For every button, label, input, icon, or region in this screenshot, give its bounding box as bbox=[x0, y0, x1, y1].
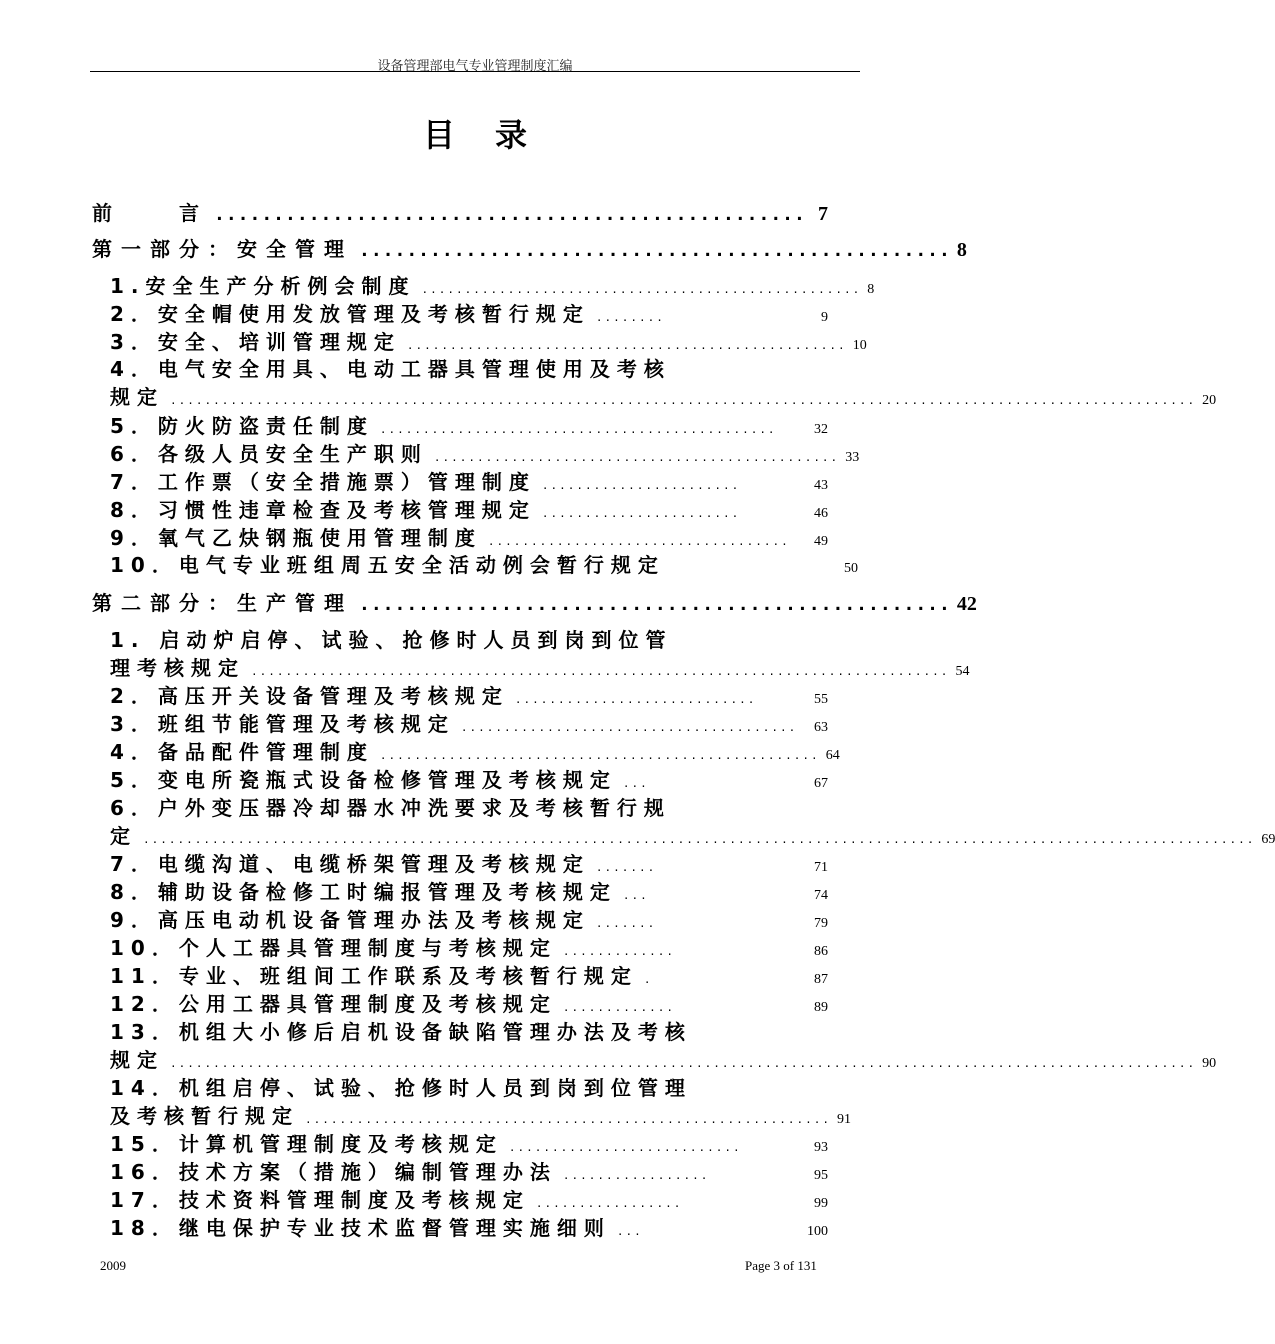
toc-entry-page: 7 bbox=[818, 203, 828, 225]
footer-year: 2009 bbox=[100, 1258, 126, 1273]
toc-entry-page: 63 bbox=[814, 720, 828, 735]
toc-entry-leader: ....................................................................................................................... bbox=[170, 394, 1197, 407]
toc-entry-row bbox=[110, 298, 828, 327]
toc-entry-row bbox=[110, 1184, 828, 1213]
toc-entry-row bbox=[110, 848, 828, 877]
toc-entry-row bbox=[110, 988, 828, 1017]
toc-entry-page: 79 bbox=[814, 916, 828, 931]
toc-entry-label: 2．高压开关设备管理及考核规定 bbox=[110, 684, 509, 708]
toc-entry-leader: ....................... bbox=[541, 479, 741, 492]
toc-entry-row bbox=[110, 438, 860, 467]
toc-entry-row bbox=[110, 549, 858, 578]
toc-entry-row bbox=[110, 624, 828, 653]
toc-entry-leader: ... bbox=[616, 1225, 643, 1238]
toc-entry-label: 5．防火防盗责任制度 bbox=[110, 414, 374, 438]
toc-entry-leader: ....... bbox=[595, 861, 657, 874]
toc-entry-page: 43 bbox=[814, 478, 828, 493]
toc-entry-leader: ....................................................................................................................... bbox=[170, 1057, 1197, 1070]
toc-entry-row bbox=[110, 381, 1217, 410]
toc-entry-leader: .................................................. bbox=[214, 204, 806, 225]
toc-entry-leader: ....................................... bbox=[460, 721, 798, 734]
toc-entry-label: 4．备品配件管理制度 bbox=[110, 740, 374, 764]
toc-entry-page: 55 bbox=[814, 692, 828, 707]
toc-part-row bbox=[92, 587, 977, 616]
toc-entry-row bbox=[110, 736, 840, 765]
toc-entry-row bbox=[110, 270, 875, 299]
toc-entry-page: 8 bbox=[956, 239, 967, 261]
toc-entry-row bbox=[110, 522, 828, 551]
toc-entry-label: 17．技术资料管理制度及考核规定 bbox=[110, 1188, 530, 1212]
toc-entry-row bbox=[110, 680, 828, 709]
toc-entry-row bbox=[110, 820, 1275, 849]
toc-entry-label: 15．计算机管理制度及考核规定 bbox=[110, 1132, 503, 1156]
toc-entry-page: 9 bbox=[821, 310, 828, 325]
toc-entry-page: 89 bbox=[814, 1000, 828, 1015]
toc-entry-label: 5．变电所瓷瓶式设备检修管理及考核规定 bbox=[110, 768, 617, 792]
toc-entry-row bbox=[110, 1044, 1217, 1073]
toc-entry-page: 86 bbox=[814, 944, 828, 959]
toc-entry-row bbox=[110, 1016, 828, 1045]
header-rule bbox=[90, 71, 860, 72]
toc-entry-row bbox=[110, 764, 828, 793]
toc-entry-label: 第一部分：安全管理 bbox=[92, 237, 353, 261]
toc-entry-leader: .............................................. bbox=[379, 423, 777, 436]
toc-part-row bbox=[92, 233, 967, 262]
toc-entry-leader: ................................................... bbox=[379, 749, 820, 762]
toc-entry-leader: ....... bbox=[595, 917, 657, 930]
toc-entry-page: 33 bbox=[845, 450, 860, 465]
toc-entry-page: 90 bbox=[1202, 1056, 1217, 1071]
toc-entry-leader: ............. bbox=[562, 945, 675, 958]
toc-entry-page: 67 bbox=[814, 776, 828, 791]
toc-entry-label: 规定 bbox=[110, 385, 164, 409]
toc-entry-label: 及考核暂行规定 bbox=[110, 1104, 299, 1128]
toc-entry-label: 2．安全帽使用发放管理及考核暂行规定 bbox=[110, 302, 590, 326]
toc-entry-page: 10 bbox=[852, 338, 867, 353]
toc-entry-page: 87 bbox=[814, 972, 828, 987]
toc-entry-label: 7．工作票（安全措施票）管理制度 bbox=[110, 470, 536, 494]
toc-entry-leader: ... bbox=[622, 889, 649, 902]
toc-entry-leader: ............. bbox=[562, 1001, 675, 1014]
toc-entry-label: 6．各级人员安全生产职则 bbox=[110, 442, 428, 466]
toc-entry-page: 71 bbox=[814, 860, 828, 875]
toc-entry-page: 8 bbox=[867, 282, 875, 297]
toc-entry-label: 7．电缆沟道、电缆桥架管理及考核规定 bbox=[110, 852, 590, 876]
toc-entry-leader: . bbox=[643, 973, 653, 986]
toc-entry-page: 69 bbox=[1261, 832, 1275, 847]
toc-entry-row bbox=[110, 876, 828, 905]
toc-entry-page: 49 bbox=[814, 534, 828, 549]
toc-entry-row bbox=[110, 960, 828, 989]
toc-entry-leader: ................................................................................................................................. bbox=[143, 833, 1256, 846]
toc-entry-label: 第二部分：生产管理 bbox=[92, 591, 353, 615]
toc-entry-row bbox=[110, 1212, 828, 1241]
toc-entry-label: 16．技术方案（措施）编制管理办法 bbox=[110, 1160, 557, 1184]
toc-entry-row bbox=[110, 708, 828, 737]
toc-entry-row bbox=[110, 1072, 828, 1101]
toc-entry-label: 3．班组节能管理及考核规定 bbox=[110, 712, 455, 736]
toc-entry-label: 12．公用工器具管理制度及考核规定 bbox=[110, 992, 557, 1016]
toc-entry-row bbox=[110, 353, 828, 382]
toc-entry-leader: ................................... bbox=[487, 535, 790, 548]
toc-entry-page: 20 bbox=[1202, 393, 1217, 408]
toc-entry-row bbox=[110, 494, 828, 523]
toc-entry-leader: ....................... bbox=[541, 507, 741, 520]
toc-entry-label: 9．氧气乙炔钢瓶使用管理制度 bbox=[110, 526, 482, 550]
toc-entry-label: 8．辅助设备检修工时编报管理及考核规定 bbox=[110, 880, 617, 904]
toc-entry-leader: ........................... bbox=[508, 1141, 742, 1154]
toc-entry-leader: ............................ bbox=[514, 693, 757, 706]
toc-entry-label: 定 bbox=[110, 824, 137, 848]
toc-entry-leader: ................................................... bbox=[421, 283, 862, 296]
toc-entry-page: 42 bbox=[956, 593, 977, 615]
toc-entry-leader: ................................................................................. bbox=[251, 665, 950, 678]
toc-entry-leader: ............................................... bbox=[433, 451, 840, 464]
toc-entry-label: 前 言 bbox=[92, 201, 208, 225]
toc-entry-leader: ................. bbox=[562, 1169, 710, 1182]
header-title: 设备管理部电气专业管理制度汇编 bbox=[377, 59, 573, 74]
toc-entry-label: 4．电气安全用具、电动工器具管理使用及考核 bbox=[110, 357, 671, 381]
toc-entry-row bbox=[110, 932, 828, 961]
toc-entry-leader: ................................................... bbox=[406, 339, 847, 352]
toc-entry-page: 74 bbox=[814, 888, 828, 903]
toc-entry-label: 10．个人工器具管理制度与考核规定 bbox=[110, 936, 557, 960]
toc-entry-leader: ... bbox=[622, 777, 649, 790]
toc-entry-row bbox=[110, 904, 828, 933]
toc-entry-label: 3．安全、培训管理规定 bbox=[110, 330, 401, 354]
toc-entry-row bbox=[110, 1156, 828, 1185]
toc-entry-page: 99 bbox=[814, 1196, 828, 1211]
toc-entry-page: 46 bbox=[814, 506, 828, 521]
toc-entry-row bbox=[110, 326, 867, 355]
toc-entry-page: 50 bbox=[844, 561, 858, 576]
toc-entry-label: 11．专业、班组间工作联系及考核暂行规定 bbox=[110, 964, 638, 988]
footer-page-info: Page 3 of 131 bbox=[745, 1258, 817, 1273]
toc-entry-label: 8．习惯性违章检查及考核管理规定 bbox=[110, 498, 536, 522]
toc-entry-page: 91 bbox=[836, 1112, 851, 1127]
toc-entry-label: 1. 启动炉启停、试验、抢修时人员到岗到位管 bbox=[110, 628, 673, 652]
toc-entry-row bbox=[110, 1128, 828, 1157]
toc-entry-row bbox=[110, 652, 970, 681]
toc-entry-label: 6．户外变压器冷却器水冲洗要求及考核暂行规 bbox=[110, 796, 671, 820]
toc-entry-row bbox=[110, 466, 828, 495]
toc-entry-page: 100 bbox=[807, 1224, 828, 1239]
toc-title: 目录 bbox=[422, 116, 567, 154]
toc-entry-leader: .................................................. bbox=[359, 240, 951, 261]
toc-entry-label: 14．机组启停、试验、抢修时人员到岗到位管理 bbox=[110, 1076, 692, 1100]
toc-entry-label: 9．高压电动机设备管理办法及考核规定 bbox=[110, 908, 590, 932]
toc-entry-label: 规定 bbox=[110, 1048, 164, 1072]
toc-entry-label: 18．继电保护专业技术监督管理实施细则 bbox=[110, 1216, 611, 1240]
toc-entry-page: 54 bbox=[955, 664, 970, 679]
toc-entry-row bbox=[110, 1100, 851, 1129]
toc-part-row bbox=[92, 197, 828, 226]
toc-entry-page: 32 bbox=[814, 422, 828, 437]
toc-entry-label: 理考核规定 bbox=[110, 656, 245, 680]
toc-entry-label: 13．机组大小修后启机设备缺陷管理办法及考核 bbox=[110, 1020, 692, 1044]
toc-entry-page: 64 bbox=[825, 748, 840, 763]
toc-entry-leader: ............................................................. bbox=[305, 1113, 831, 1126]
toc-entry-label: 1.安全生产分析例会制度 bbox=[110, 274, 416, 298]
toc-entry-page: 93 bbox=[814, 1140, 828, 1155]
toc-entry-page: 95 bbox=[814, 1168, 828, 1183]
toc-entry-label: 10．电气专业班组周五安全活动例会暂行规定 bbox=[110, 553, 665, 577]
toc-entry-leader: ................. bbox=[535, 1197, 683, 1210]
toc-entry-row bbox=[110, 792, 828, 821]
toc-entry-leader: ........ bbox=[595, 311, 665, 324]
toc-entry-leader: .................................................. bbox=[359, 594, 951, 615]
toc-entry-row bbox=[110, 410, 828, 439]
